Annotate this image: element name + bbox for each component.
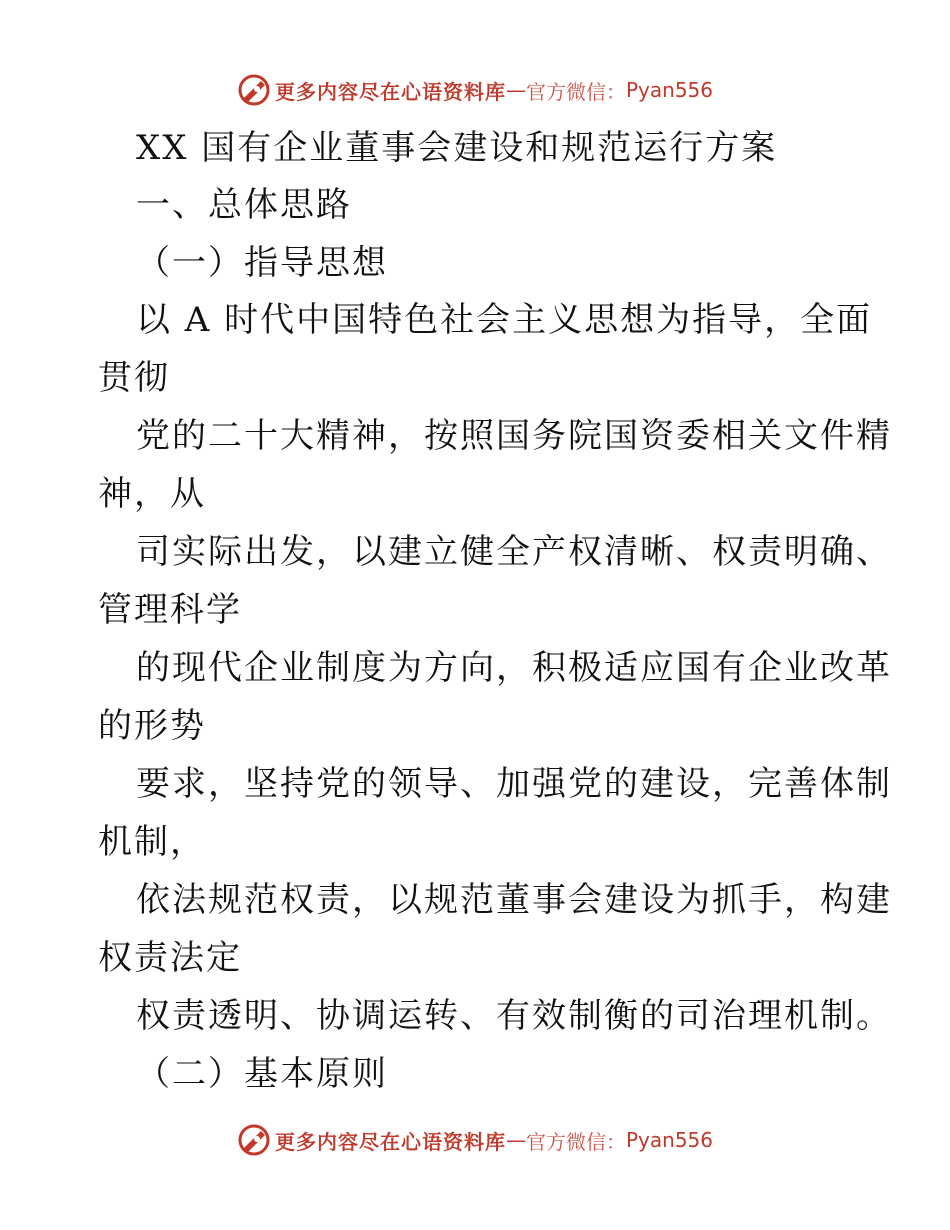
subsection-heading: （二）基本原则 [136, 1054, 388, 1094]
paragraph-line: 贯彻 [98, 358, 170, 398]
document-title: XX 国有企业董事会建设和规范运行方案 [136, 128, 778, 168]
watermark-wechat-label: 官方微信： [525, 79, 626, 104]
watermark-dash: — [505, 78, 526, 102]
subsection-heading: （一）指导思想 [136, 243, 388, 283]
paragraph-line: 要求，坚持党的领导、加强党的建设，完善体制 [136, 764, 892, 804]
paragraph-line: 机制， [98, 822, 206, 862]
watermark-site-text: 更多内容尽在心语资料库 [274, 1129, 506, 1154]
brand-logo-icon [237, 1123, 271, 1157]
watermark-wechat-id: Pyan556 [625, 78, 713, 102]
watermark-wechat-label: 官方微信： [525, 1129, 626, 1154]
section-heading: 一、总体思路 [136, 185, 352, 225]
paragraph-line: 权责法定 [98, 938, 242, 978]
paragraph-line: 的形势 [98, 706, 206, 746]
paragraph-line: 司实际出发，以建立健全产权清晰、权责明确、 [136, 532, 892, 572]
header-watermark [0, 70, 950, 110]
watermark-site-text: 更多内容尽在心语资料库 [274, 79, 506, 104]
paragraph-line: 以 A 时代中国特色社会主义思想为指导，全面 [136, 300, 873, 340]
paragraph-line: 权责透明、协调运转、有效制衡的司治理机制。 [136, 996, 892, 1036]
footer-watermark [0, 1120, 950, 1160]
watermark-wechat-id: Pyan556 [625, 1128, 713, 1152]
watermark-dash: — [505, 1128, 526, 1152]
paragraph-line: 依法规范权责，以规范董事会建设为抓手，构建 [136, 880, 892, 920]
paragraph-line: 神，从 [98, 474, 206, 514]
paragraph-line: 党的二十大精神，按照国务院国资委相关文件精 [136, 416, 892, 456]
paragraph-line: 的现代企业制度为方向，积极适应国有企业改革 [136, 648, 892, 688]
brand-logo-icon [237, 73, 271, 107]
paragraph-line: 管理科学 [98, 590, 242, 630]
